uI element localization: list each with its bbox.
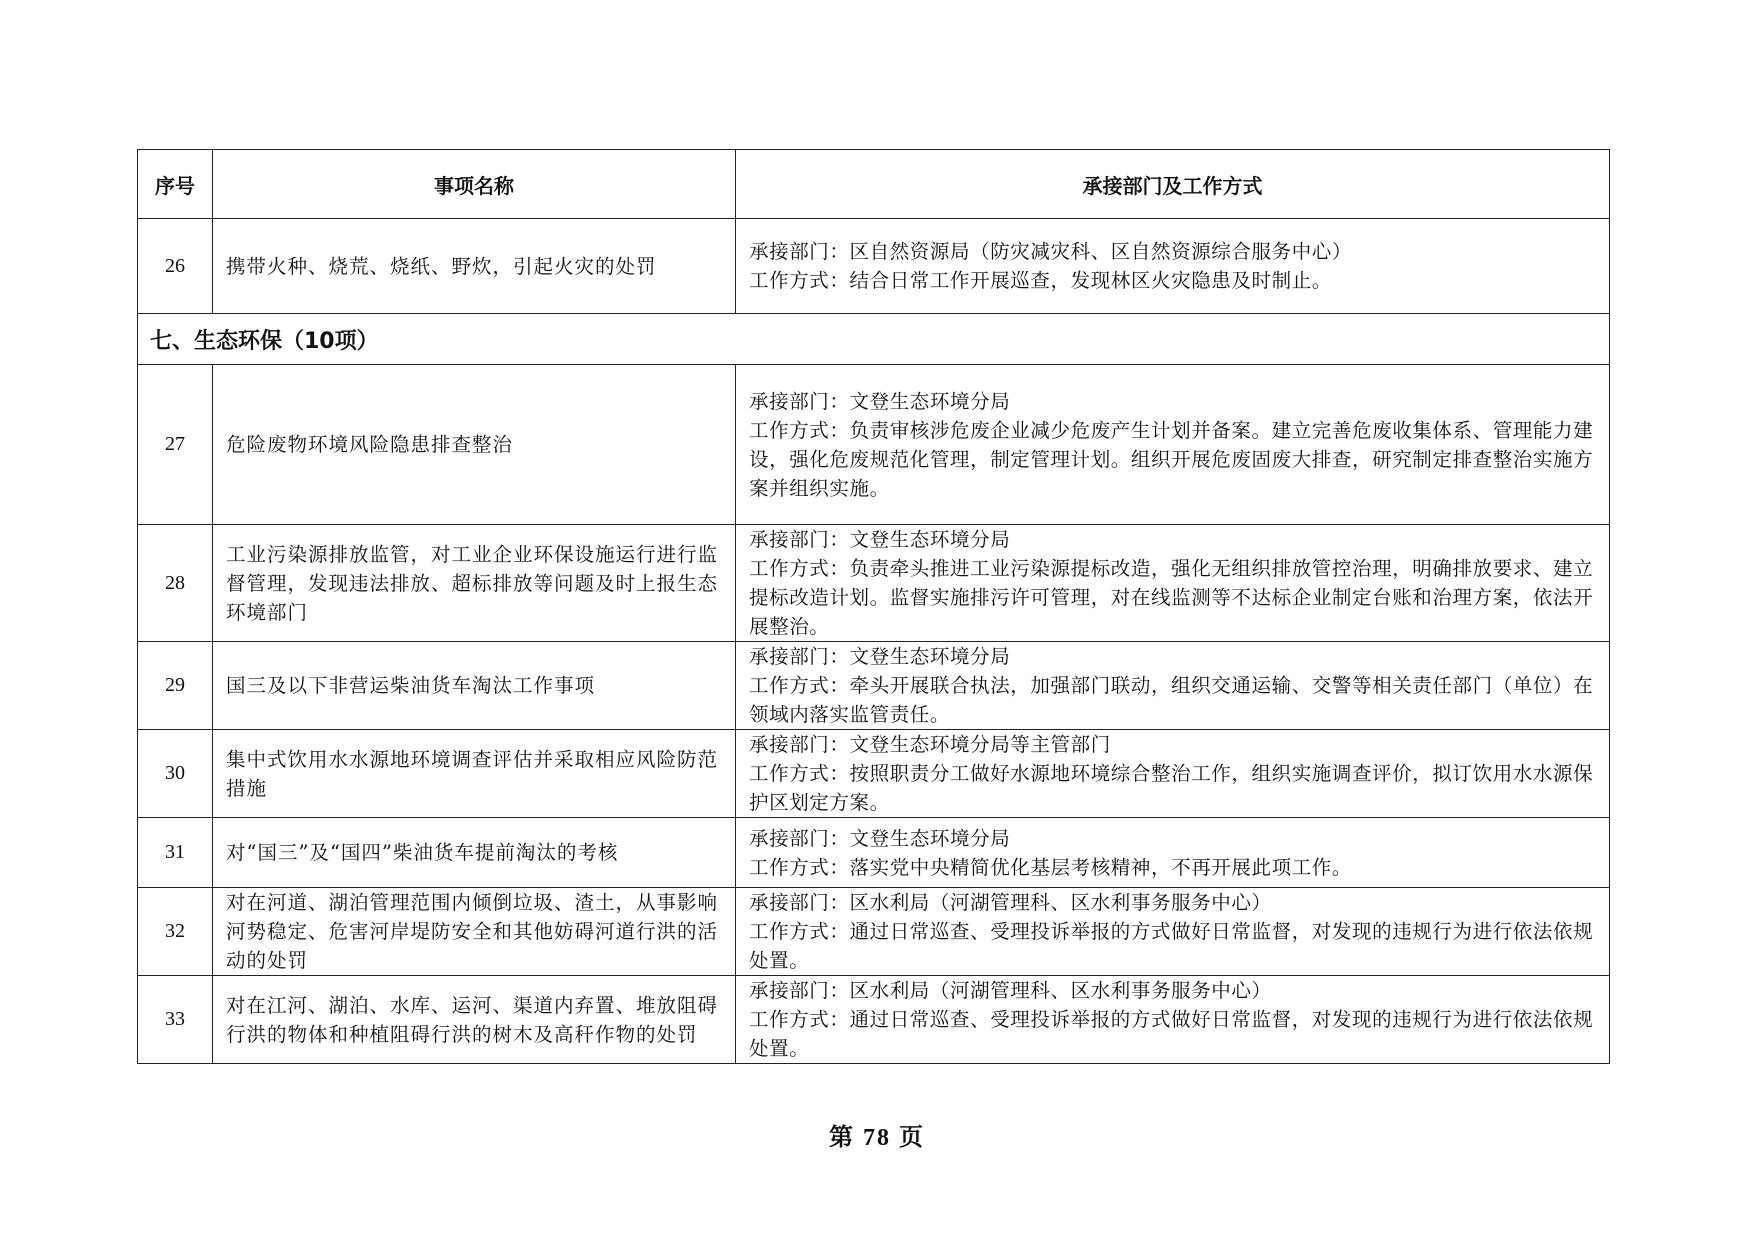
row-department-method <box>736 642 1610 730</box>
items-table <box>137 149 1610 1064</box>
section-title: 七、生态环保（10项） <box>138 314 1610 365</box>
method-text: 工作方式：落实党中央精简优化基层考核精神，不再开展此项工作。 <box>749 855 1353 879</box>
row-serial-number: 28 <box>138 525 213 642</box>
table-row <box>138 888 1610 976</box>
table-row <box>138 818 1610 888</box>
department-text: 承接部门：区水利局（河湖管理科、区水利事务服务中心） <box>749 979 1272 1002</box>
section-heading-row <box>138 314 1610 365</box>
row-item-name: 对“国三”及“国四”柴油货车提前淘汰的考核 <box>213 818 736 888</box>
row-serial-number: 27 <box>138 365 213 525</box>
row-department-method <box>736 219 1610 314</box>
table-row <box>138 525 1610 642</box>
department-text: 承接部门：区水利局（河湖管理科、区水利事务服务中心） <box>749 891 1272 914</box>
table-row <box>138 976 1610 1064</box>
row-department-method <box>736 365 1610 525</box>
page-number: 第 78 页 <box>829 1125 925 1151</box>
row-item-name: 集中式饮用水水源地环境调查评估并采取相应风险防范措施 <box>213 730 736 818</box>
row-item-name: 国三及以下非营运柴油货车淘汰工作事项 <box>213 642 736 730</box>
method-text: 工作方式：负责牵头推进工业污染源提标改造，强化无组织排放管控治理，明确排放要求、建立提标改造计划。监督实施排污许可管理，对在线监测等不达标企业制定台账和治理方案，依法开展整治。 <box>749 557 1594 638</box>
department-text: 承接部门：文登生态环境分局 <box>749 528 1011 551</box>
table-row <box>138 730 1610 818</box>
row-department-method <box>736 888 1610 976</box>
department-text: 承接部门：文登生态环境分局等主管部门 <box>749 733 1111 756</box>
row-department-method <box>736 525 1610 642</box>
row-item-name: 携带火种、烧荒、烧纸、野炊，引起火灾的处罚 <box>213 219 736 314</box>
row-serial-number: 30 <box>138 730 213 818</box>
row-serial-number: 29 <box>138 642 213 730</box>
row-serial-number: 32 <box>138 888 213 976</box>
table-row <box>138 365 1610 525</box>
row-department-method <box>736 976 1610 1064</box>
table-row <box>138 642 1610 730</box>
row-item-name: 对在江河、湖泊、水库、运河、渠道内弃置、堆放阻碍行洪的物体和种植阻碍行洪的树木及高秆作物的处罚 <box>213 976 736 1064</box>
method-text: 工作方式：结合日常工作开展巡查，发现林区火灾隐患及时制止。 <box>749 269 1332 292</box>
department-text: 承接部门：区自然资源局（防灾减灾科、区自然资源综合服务中心） <box>749 240 1353 263</box>
header-department-method: 承接部门及工作方式 <box>736 150 1610 219</box>
method-text: 工作方式：按照职责分工做好水源地环境综合整治工作，组织实施调查评价，拟订饮用水水源保护区划定方案。 <box>749 762 1594 814</box>
method-text: 工作方式：通过日常巡查、受理投诉举报的方式做好日常监督，对发现的违规行为进行依法依规处置。 <box>749 1008 1594 1060</box>
row-serial-number: 26 <box>138 219 213 314</box>
row-item-name: 对在河道、湖泊管理范围内倾倒垃圾、渣土，从事影响河势稳定、危害河岸堤防安全和其他妨碍河道行洪的活动的处罚 <box>213 888 736 976</box>
department-text: 承接部门：文登生态环境分局 <box>749 389 1011 413</box>
method-text: 工作方式：通过日常巡查、受理投诉举报的方式做好日常监督，对发现的违规行为进行依法依规处置。 <box>749 920 1594 972</box>
row-department-method <box>736 730 1610 818</box>
row-serial-number: 33 <box>138 976 213 1064</box>
method-text: 工作方式：负责审核涉危废企业减少危废产生计划并备案。建立完善危废收集体系、管理能力建设，强化危废规范化管理，制定管理计划。组织开展危废固废大排查，研究制定排查整治实施方案并组织实施。 <box>749 418 1594 500</box>
header-serial-number: 序号 <box>138 150 213 219</box>
table-row <box>138 219 1610 314</box>
row-item-name: 工业污染源排放监管，对工业企业环保设施运行进行监督管理，发现违法排放、超标排放等问题及时上报生态环境部门 <box>213 525 736 642</box>
department-text: 承接部门：文登生态环境分局 <box>749 826 1011 850</box>
row-department-method <box>736 818 1610 888</box>
department-text: 承接部门：文登生态环境分局 <box>749 645 1011 668</box>
row-item-name: 危险废物环境风险隐患排查整治 <box>213 365 736 525</box>
header-item-name: 事项名称 <box>213 150 736 219</box>
table-header-row <box>138 150 1610 219</box>
method-text: 工作方式：牵头开展联合执法，加强部门联动，组织交通运输、交警等相关责任部门（单位）在领域内落实监管责任。 <box>749 674 1594 726</box>
row-serial-number: 31 <box>138 818 213 888</box>
